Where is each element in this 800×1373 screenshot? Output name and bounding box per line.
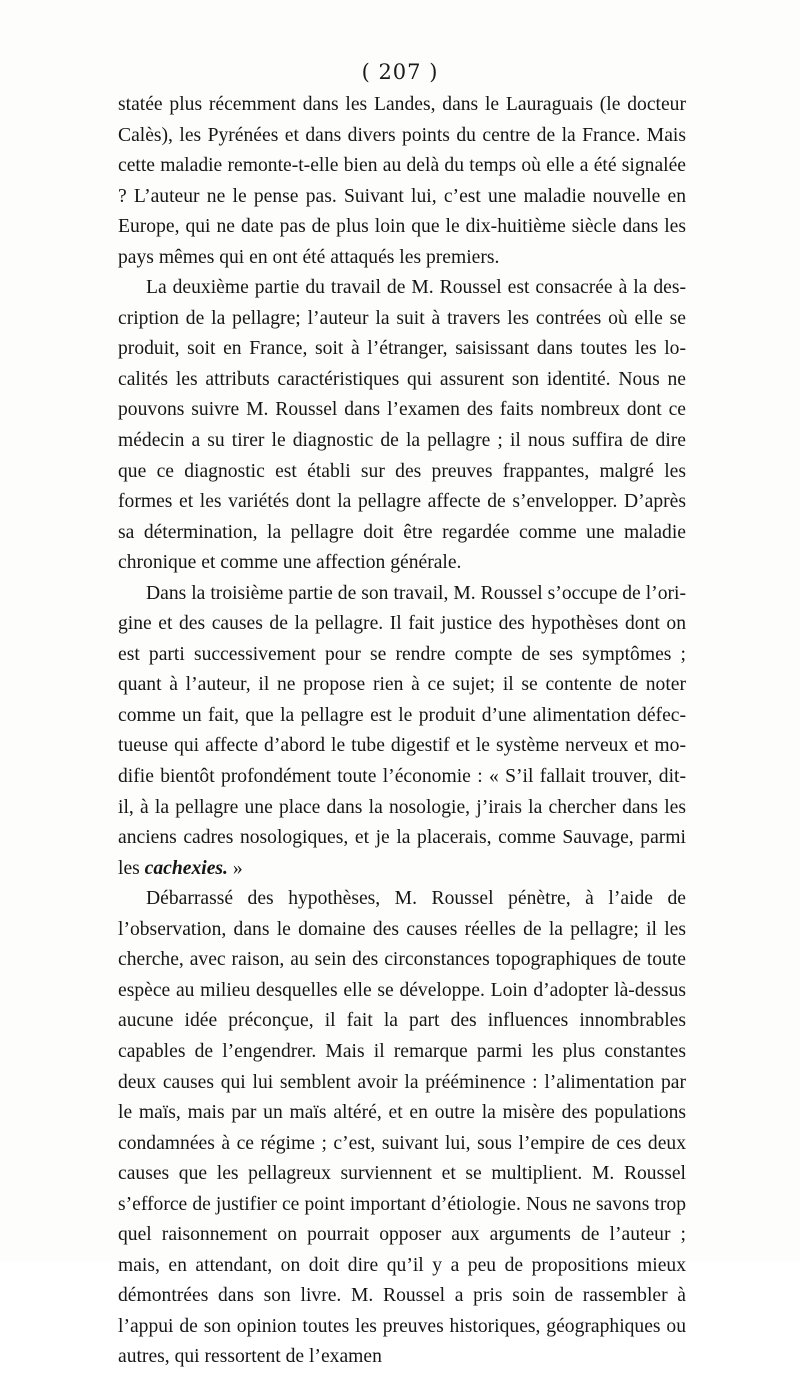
emphasized-term: cachexies. [144,857,228,879]
paragraph-causes: Débarrassé des hypothèses, M. Roussel pénètre, à l’aide de l’observation, dans le domaine des causes réelles de la pellagre; il les cherche, avec raison, au sein des circonstances topographiques de toute espèce au milieu desquelles elle se développe. Loin d’adopter là-dessus aucune idée préconçue, il fait la part des influences innombrables capables de l’engendrer. Mais il remarque parmi les plus constantes deux causes qui lui semblent avoir la prééminence : l’alimentation par le maïs, mais par un maïs altéré, et en outre la misère des populations condamnées à ce régime ; c’est, suivant lui, sous l’empire de ces deux causes que les pellagreux surviennent et se multiplient. M. Roussel s’efforce de justifier ce point important d’étiologie. Nous ne savons trop quel raisonnement on pourrait opposer aux arguments de l’auteur ; mais, en attendant, on doit dire qu’il y a peu de propositions mieux démontrées dans son livre. M. Roussel a pris soin de rassembler à l’appui de son opinion toutes les preuves historiques, géographiques ou autres, qui ressortent de l’examen [118,888,686,1368]
closing-quote: » [227,857,243,879]
page-number: ( 207 ) [361,60,439,84]
paragraph-third-part [118,579,686,884]
paragraph-third-part-text: Dans la troisième partie de son travail, M. Roussel s’occupe de l’origine et des causes de la pellagre. Il fait justice des hypothèses dont on est parti successivement pour se rendre compte de ses symptômes ; quant à l’auteur, il ne propose rien à ce sujet; il se contente de noter comme un fait, que la pellagre est le produit d’une alimentation défectueuse qui affecte d’abord le tube digestif et le système nerveux et modifie bientôt profondément toute l’économie : « S’il fallait trouver, dit-il, à la pellagre une place dans la nosologie, j’irais la chercher dans les anciens cadres nosologiques, et je la placerais, comme Sauvage, parmi les [118,582,686,879]
paragraph-continued: statée plus récemment dans les Landes, dans le Lauraguais (le docteur Calès), les Pyrénées et dans divers points du centre de la France. Mais cette maladie remonte-t-elle bien au delà du temps où elle a été signalée ? L’auteur ne le pense pas. Suivant lui, c’est une maladie nouvelle en Europe, qui ne date pas de plus loin que le dix-huitième siècle dans les pays mêmes qui en ont été attaqués les premiers. [118,94,686,268]
paragraph-second-part: La deuxième partie du travail de M. Roussel est consacrée à la description de la pellagre; l’auteur la suit à travers les contrées où elle se produit, soit en France, soit à l’étranger, saisissant dans toutes les localités les attributs caractéristiques qui assurent son identité. Nous ne pouvons suivre M. Roussel dans l’examen des faits nombreux dont ce médecin a su tirer le diagnostic de la pellagre ; il nous suffira de dire que ce diagnostic est établi sur des preuves frappantes, malgré les formes et les variétés dont la pellagre affecte de s’envelopper. D’après sa détermination, la pellagre doit être regardée comme une maladie chronique et comme une affection générale. [118,277,686,574]
body-text [118,90,686,1373]
